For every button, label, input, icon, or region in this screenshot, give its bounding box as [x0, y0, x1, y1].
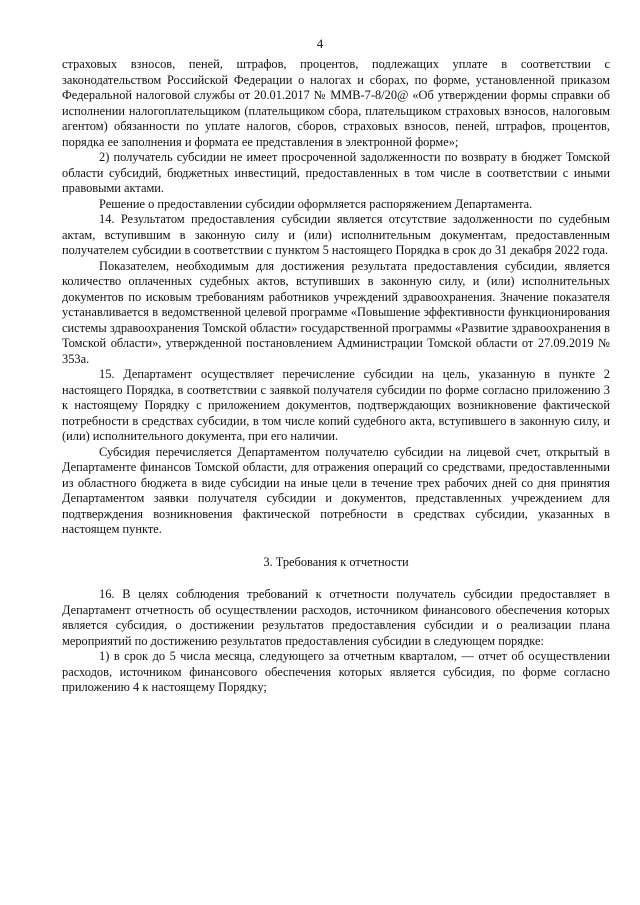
page-number: 4: [316, 36, 324, 51]
document-body: [62, 57, 610, 696]
paragraph: 2) получатель субсидии не имеет просроченной задолженности по возврату в бюджет Томской области субсидий, бюджетных инвестиций, предоставленных в том числе в соответствии с иными правовыми актами.: [62, 150, 610, 195]
paragraph: 16. В целях соблюдения требований к отчетности получатель субсидии предоставляет в Департамент отчетность об осуществлении расходов, источником финансового обеспечения которых является субсидия, о достижении результатов предоставления субсидии и о реализации плана мероприятий по достижению результатов предоставления субсидии в следующем порядке:: [62, 587, 610, 648]
spacer: [62, 538, 610, 555]
section-heading: 3. Требования к отчетности: [263, 554, 409, 569]
paragraph: Решение о предоставлении субсидии оформляется распоряжением Департамента.: [99, 196, 533, 211]
paragraph: Субсидия перечисляется Департаментом получателю субсидии на лицевой счет, открытый в Департаменте финансов Томской области, для отражения операций со средствами, предоставленными из областного бюджета в виде субсидии на иные цели в течение трех рабочих дней со дня принятия Департаментом заявки получателя субсидии и документов, представленных учреждением для подтверждения возникновения фактической потребности в средствах субсидии, указанных в настоящем пункте.: [62, 444, 610, 536]
paragraphs-before-heading: [62, 57, 610, 538]
paragraphs-after-heading: [62, 587, 610, 696]
paragraph: страховых взносов, пеней, штрафов, процентов, подлежащих уплате в соответствии с законодательством Российской Федерации о налогах и сборах, по форме, установленной приказом Федеральной налоговой службы от 20.01.2017 № ММВ-7-8/20@ «Об утверждении формы справки об исполнении налогоплательщиком (плательщиком сбора, плательщиком страховых взносов, налоговым агентом) обязанности по уплате налогов, сборов, страховых взносов, пеней, штрафов, процентов, порядка ее заполнения и формата ее представления в электронной форме»;: [62, 57, 610, 149]
paragraph: 1) в срок до 5 числа месяца, следующего за отчетным кварталом, — отчет об осуществлении расходов, источником финансового обеспечения которых является субсидия, по форме согласно приложению 4 к настоящему Порядку;: [62, 649, 610, 694]
paragraph: 14. Результатом предоставления субсидии является отсутствие задолженности по судебным актам, вступившим в законную силу и (или) исполнительным документам, предоставленным получателем субсидии в соответствии с пунктом 5 настоящего Порядка в срок до 31 декабря 2022 года.: [62, 212, 610, 257]
spacer: [62, 570, 610, 587]
paragraph: 15. Департамент осуществляет перечисление субсидии на цель, указанную в пункте 2 настоящего Порядка, в соответствии с заявкой получателя субсидии по форме согласно приложению 3 к настоящему Порядку с приложением документов, подтверждающих возникновение фактической потребности в средствах субсидии, в том числе копий судебного акта, вступившего в законную силу, и (или) исполнительного документа, при его наличии.: [62, 367, 610, 443]
paragraph: Показателем, необходимым для достижения результата предоставления субсидии, является количество оплаченных судебных актов, вступивших в законную силу, и (или) исполнительных документов по исковым требованиям работников учреждений здравоохранения. Значение показателя устанавливается в ведомственной целевой программе «Повышение эффективности функционирования системы здравоохранения Томской области» государственной программы «Развитие здравоохранения в Томской области», утвержденной постановлением Администрации Томской области от 27.09.2019 № 353а.: [62, 258, 610, 366]
